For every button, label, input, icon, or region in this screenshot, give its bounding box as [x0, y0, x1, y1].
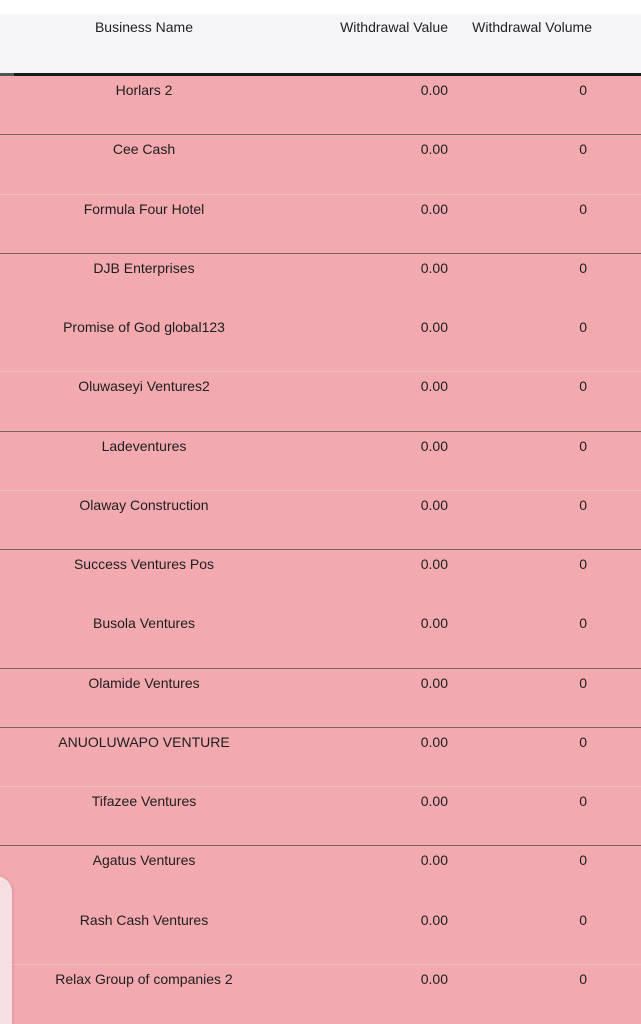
header-top-strip: [0, 0, 641, 14]
business-name-cell: DJB Enterprises: [93, 259, 195, 276]
withdrawal-value-cell: 0.00: [420, 615, 448, 632]
withdrawal-volume-cell: 0: [579, 319, 587, 335]
withdrawal-volume-cell: 0: [579, 82, 587, 98]
withdrawal-value-cell: 0.00: [420, 674, 448, 691]
withdrawal-value-cell: 0.00: [420, 911, 448, 928]
business-name-cell: Relax Group of companies 2: [55, 970, 233, 987]
table-row[interactable]: [0, 965, 641, 1024]
withdrawal-volume-cell: 0: [579, 970, 587, 987]
withdrawal-value-cell: 0.00: [420, 378, 448, 395]
withdrawal-value-cell: 0.00: [420, 970, 448, 987]
withdrawal-value-cell: 0.00: [420, 82, 448, 98]
withdrawal-value-cell: 0.00: [420, 259, 448, 276]
business-name-cell: Cee Cash: [112, 141, 176, 158]
column-header-withdrawal-volume[interactable]: Withdrawal Volume: [472, 19, 592, 35]
withdrawal-value-cell: 0.00: [420, 319, 448, 335]
table-row[interactable]: [0, 787, 641, 846]
table-header: [0, 0, 641, 73]
business-name-cell: Ladeventures: [101, 437, 187, 454]
business-name-cell: Olamide Ventures: [88, 674, 200, 691]
withdrawal-value-cell: 0.00: [420, 200, 448, 217]
business-name-cell: Tifazee Ventures: [91, 793, 197, 809]
withdrawal-value-cell: 0.00: [420, 141, 448, 158]
withdrawal-value-cell: 0.00: [420, 437, 448, 454]
withdrawal-volume-cell: 0: [579, 141, 587, 158]
withdrawal-volume-cell: 0: [579, 496, 587, 513]
withdrawal-value-cell: 0.00: [420, 496, 448, 513]
business-name-cell: Oluwaseyi Ventures2: [78, 378, 210, 395]
table-row[interactable]: [0, 669, 641, 728]
table-row[interactable]: [0, 609, 641, 668]
table-row[interactable]: [0, 254, 641, 313]
table-row[interactable]: [0, 906, 641, 965]
withdrawal-volume-cell: 0: [579, 674, 587, 691]
business-name-cell: ANUOLUWAPO VENTURE: [58, 733, 230, 750]
column-header-business-name[interactable]: Business Name: [94, 19, 194, 35]
table-row[interactable]: [0, 550, 641, 609]
business-name-cell: Horlars 2: [115, 82, 173, 98]
withdrawal-value-cell: 0.00: [420, 793, 448, 809]
withdrawal-volume-cell: 0: [579, 793, 587, 809]
table-row[interactable]: [0, 313, 641, 372]
table-row[interactable]: [0, 432, 641, 491]
business-name-cell: Olaway Construction: [79, 496, 209, 513]
side-drawer-handle[interactable]: [0, 876, 12, 1024]
business-name-cell: Formula Four Hotel: [83, 200, 205, 217]
table-row[interactable]: [0, 76, 641, 135]
table-row[interactable]: [0, 491, 641, 550]
withdrawal-value-cell: 0.00: [420, 556, 448, 572]
withdrawal-value-cell: 0.00: [420, 852, 448, 869]
withdrawal-volume-cell: 0: [579, 378, 587, 395]
withdrawal-value-cell: 0.00: [420, 733, 448, 750]
withdrawal-volume-cell: 0: [579, 615, 587, 632]
table-row[interactable]: [0, 135, 641, 194]
column-header-withdrawal-value[interactable]: Withdrawal Value: [340, 19, 448, 35]
business-name-cell: Success Ventures Pos: [73, 556, 215, 572]
table-row[interactable]: [0, 846, 641, 905]
withdrawal-volume-cell: 0: [579, 437, 587, 454]
business-name-cell: Rash Cash Ventures: [79, 911, 209, 928]
business-name-cell: Agatus Ventures: [92, 852, 196, 869]
withdrawal-volume-cell: 0: [579, 259, 587, 276]
business-name-cell: Promise of God global123: [63, 319, 225, 335]
withdrawal-volume-cell: 0: [579, 556, 587, 572]
withdrawal-volume-cell: 0: [579, 200, 587, 217]
withdrawal-volume-cell: 0: [579, 733, 587, 750]
withdrawal-volume-cell: 0: [579, 852, 587, 869]
table-row[interactable]: [0, 372, 641, 431]
table-row[interactable]: [0, 195, 641, 254]
table-body: [0, 76, 641, 1024]
table-row[interactable]: [0, 728, 641, 787]
withdrawal-volume-cell: 0: [579, 911, 587, 928]
business-name-cell: Busola Ventures: [93, 615, 195, 632]
